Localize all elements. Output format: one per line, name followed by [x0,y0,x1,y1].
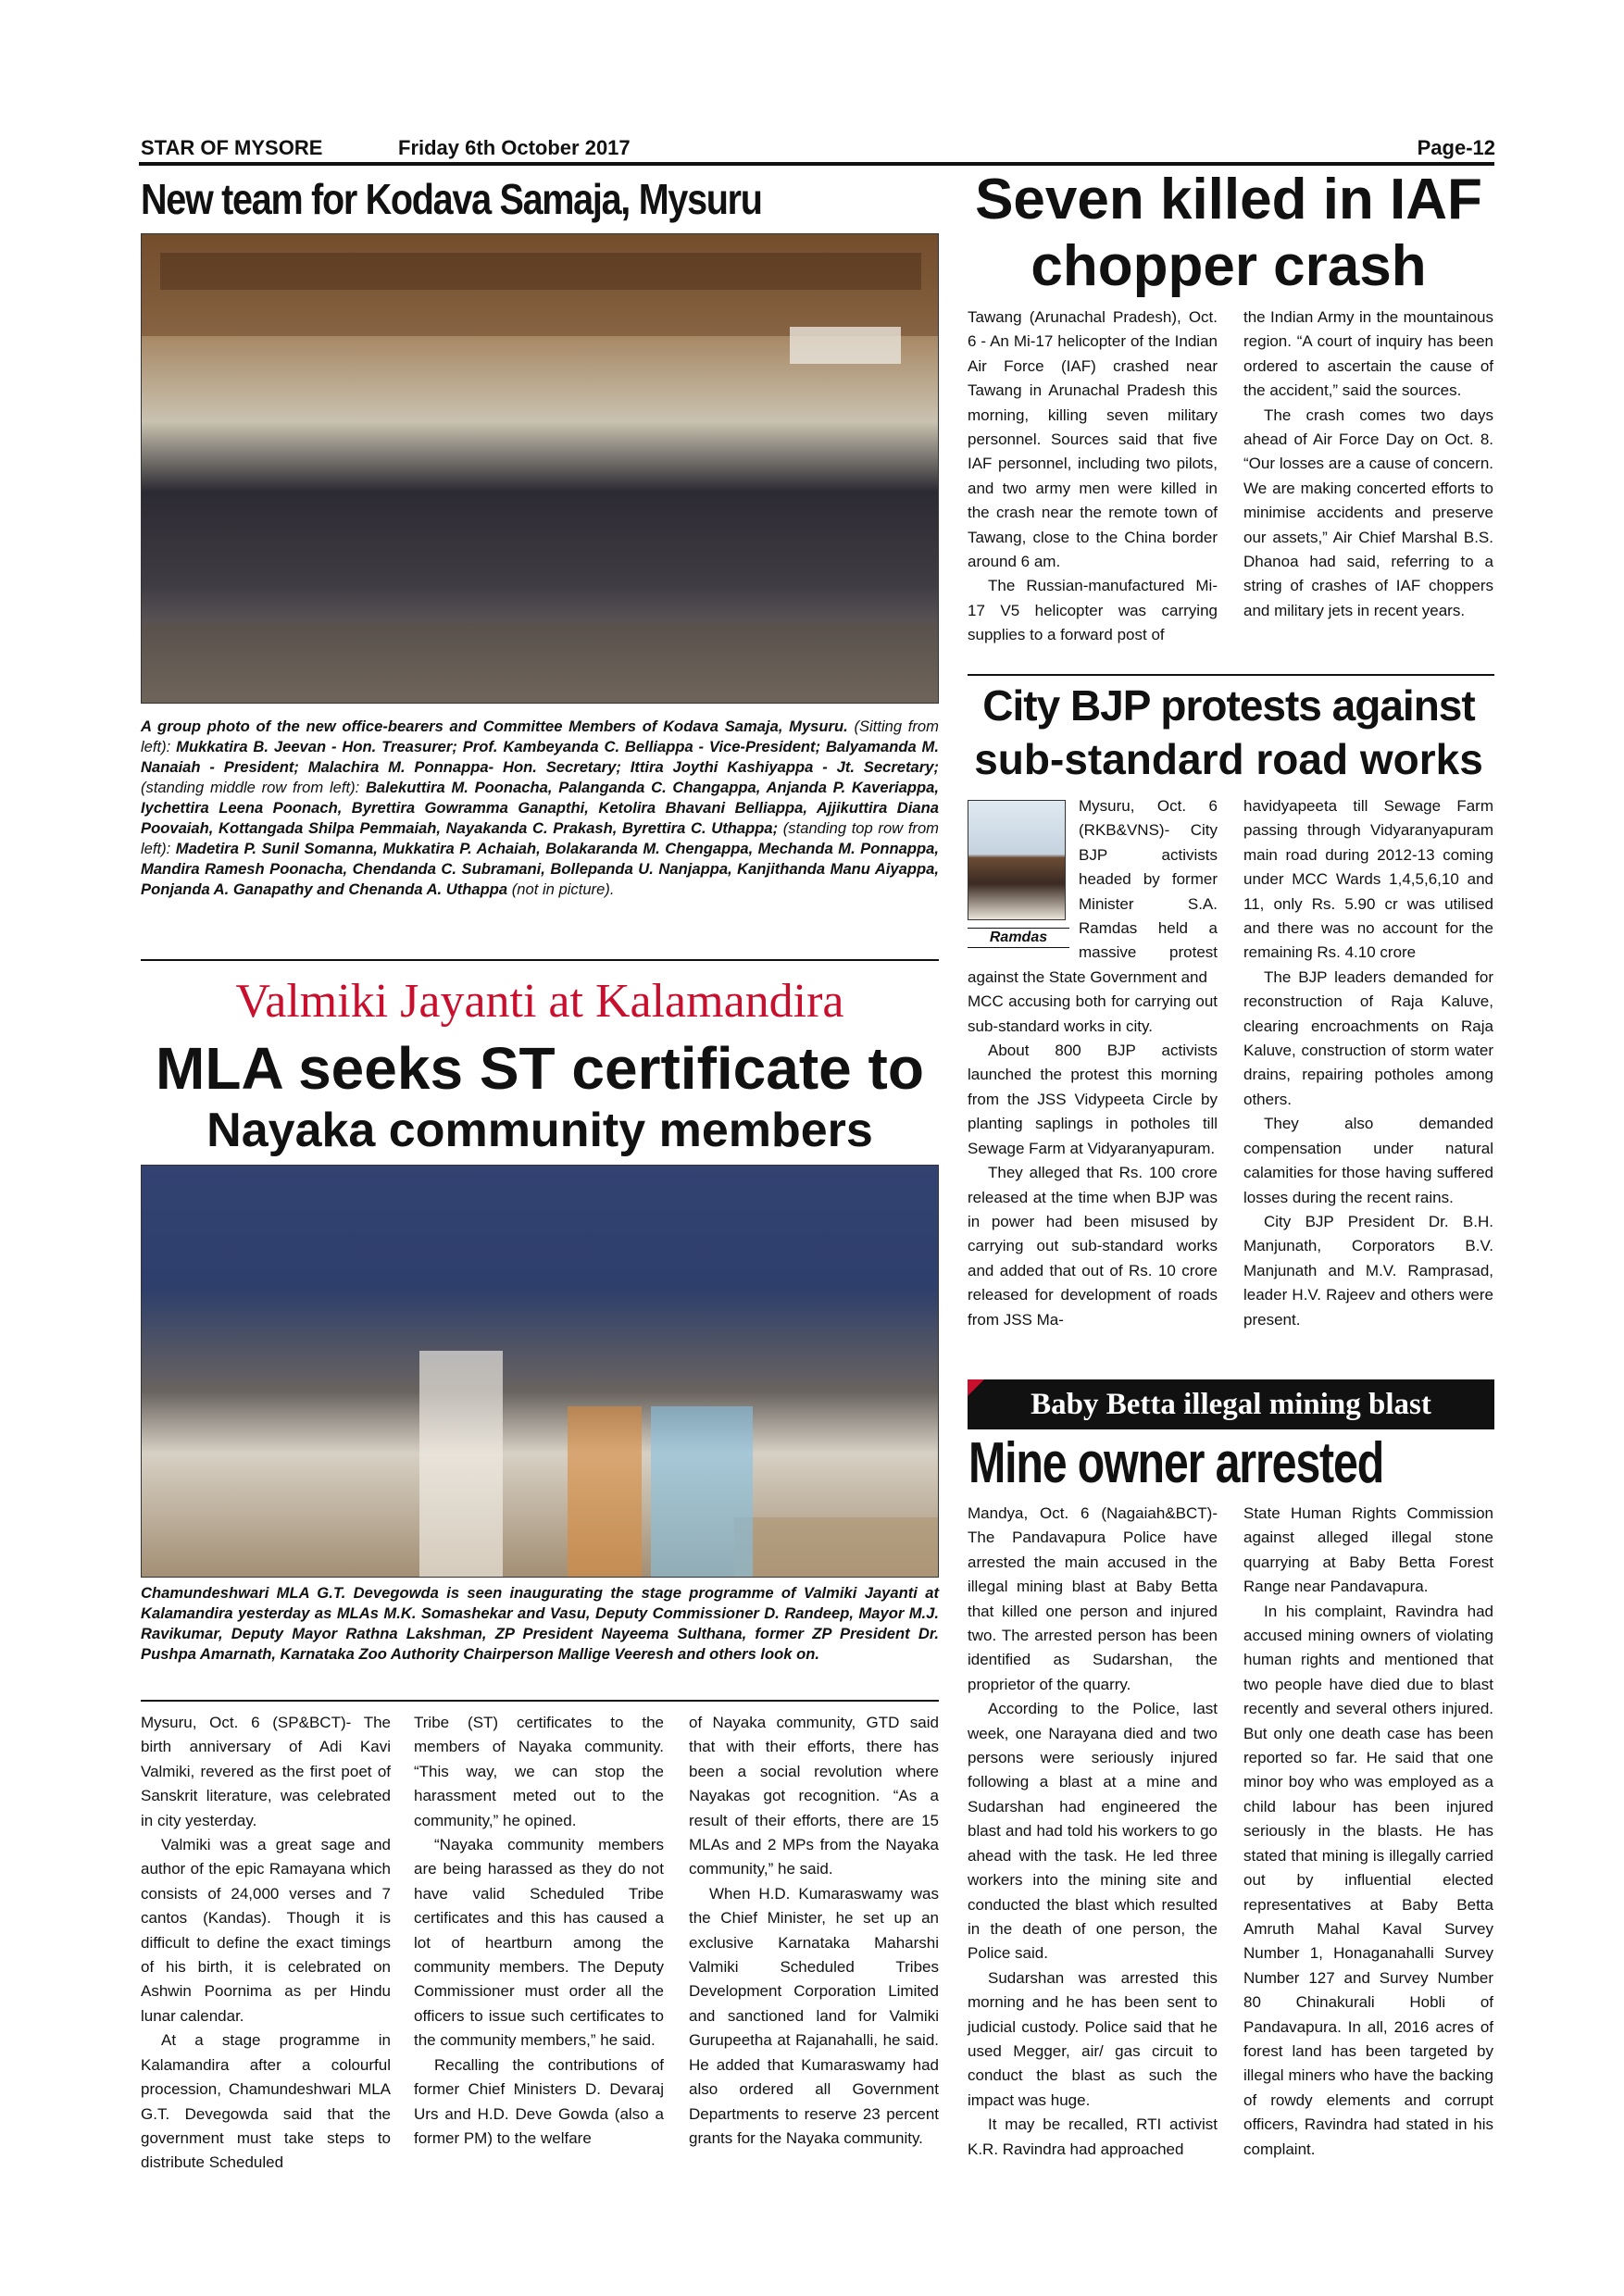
valmiki-col2-p1: “Nayaka community members are being harassed as they do not have valid Scheduled Tribe certificates and this has caused a lot of heartburn among the community members. The Deputy Commissioner must order all the officers to issue such certificates to the community members,” he said. [414,1836,664,2050]
iaf-col2-p0: the Indian Army in the mountainous region. “A court of inquiry has been ordered to ascertain the cause of the accident,” said the sources. [1243,308,1493,400]
valmiki-col1-p2: At a stage programme in Kalamandira after a colourful procession, Chamundeshwari MLA G.T. Devegowda said that the government must take steps to distribute Scheduled [141,2031,391,2172]
masthead-date: Friday 6th October 2017 [398,136,631,159]
bjp-mugshot [968,800,1066,920]
mine-headline: Mine owner arrested [968,1431,1384,1495]
bjp-col2-p3: City BJP President Dr. B.H. Manjunath, Corporators B.V. Manjunath and M.V. Ramprasad, leader H.V. Rajeev and others were present. [1243,1212,1493,1329]
kodava-caption-lead: A group photo of the new office-bearers and Committee Members of Kodava Samaja, Mysuru. [141,718,848,735]
divider-valmiki [141,1700,939,1702]
valmiki-photo-figures [142,1166,939,1578]
masthead-paper: STAR OF MYSORE [141,136,323,159]
valmiki-col-2 [414,1711,664,2151]
iaf-col2-p1: The crash comes two days ahead of Air Force Day on Oct. 8. “Our losses are a cause of concern. We are making concerted efforts to minimise accidents and preserve our assets,” Air Chief Marshal B.S. Dhanoa had said, referring to a string of crashes of IAF choppers and military jets in recent years. [1243,406,1493,619]
iaf-col-1 [968,306,1218,648]
divider-iaf [968,674,1494,676]
masthead-page: Page-12 [1417,136,1495,159]
valmiki-kicker: Valmiki Jayanti at Kalamandira [235,975,844,1028]
valmiki-col-3 [689,1711,939,2151]
mine-col1-p2: Sudarshan was arrested this morning and he has been sent to judicial custody. Police said that he used Megger, air/ gas circuit to conduct the blast as such the impact was huge. [968,1968,1218,2109]
valmiki-col1-p0: Mysuru, Oct. 6 (SP&BCT)- The birth anniversary of Adi Kavi Valmiki, revered as the first poet of Sanskrit literature, was celebrated in city yesterday. [141,1714,391,1829]
kodava-caption-p1: Mukkatira B. Jeevan - Hon. Treasurer; Prof. Kambeyanda C. Belliappa - Vice-President; Balyamanda M. Nanaiah - President; Malachira M. Ponnappa- Hon. Secretary; Ittira Joythi Kashiyappa - Jt. Secretary; [141,738,939,776]
kodava-caption-p6: (not in picture). [507,880,615,898]
masthead-rule [139,162,1494,166]
valmiki-col2-p0: Tribe (ST) certificates to the members of Nayaka community. “This way, we can stop the harassment meted out to the community,” he opined. [414,1714,664,1829]
bjp-col2-p1: The BJP leaders demanded for reconstruction of Raja Kaluve, clearing encroachments on Raja Kaluve, construction of storm water drains, repairing potholes among others. [1243,967,1493,1108]
bjp-col2-p2: They also demanded compensation under natural calamities for those having suffered losses during the recent rains. [1243,1115,1493,1206]
valmiki-stage-photo [141,1165,939,1578]
mine-col2-p0: State Human Rights Commission against alleged illegal stone quarrying at Baby Betta Forest Range near Pandavapura. [1243,1504,1493,1596]
mine-col1-p0: Mandya, Oct. 6 (Nagaiah&BCT)- The Pandavapura Police have arrested the main accused in the illegal mining blast at Baby Betta that killed one person and injured two. The arrested person has been identified as Sudarshan, the proprietor of the quarry. [968,1504,1218,1693]
mine-col1-p1: According to the Police, last week, one Narayana died and two persons were seriously injured following a blast at a mine and Sudarshan had engineered the blast and had told his workers to go ahead with the task. He led three workers into the mining site and conducted the blast which resulted in the death of one person, the Police said. [968,1700,1218,1963]
iaf-col1-p1: The Russian-manufactured Mi-17 V5 helicopter was carrying supplies to a forward post of [968,577,1218,644]
kodava-caption-p2: (standing middle row from left): [141,779,366,796]
valmiki-col-1 [141,1711,391,2176]
valmiki-col2-p2: Recalling the contributions of former Chief Ministers D. Devaraj Urs and H.D. Deve Gowda (also a former PM) to the welfare [414,2055,664,2147]
mine-band-text: Baby Betta illegal mining blast [1031,1388,1431,1421]
bjp-headline-1: City BJP protests against [982,681,1475,730]
valmiki-col3-p0: of Nayaka community, GTD said that with their efforts, there has been a social revolution where Nayakas got recognition. “As a result of their efforts, there are 15 MLAs and 2 MPs from the Nayaka community,” he said. [689,1714,939,1878]
kodava-caption-p3: Balekuttira M. Poonacha, Palanganda C. Changappa, Anjanda P. Kaveriappa, Iychettira Leena Poonach, Byrettira Gowramma Ganapthi, Ketolira Bhavani Belliappa, Ajjikuttira Diana Poovaiah, Kottangada Shilpa Pemmaiah, Nayakanda C. Prakash, Byrettira C. Uthappa; [141,779,939,837]
iaf-headline-2: chopper crash [1031,234,1427,298]
iaf-col-2 [1243,306,1493,623]
bjp-col2-p0: havidyapeeta till Sewage Farm passing through Vidyaranyapuram main road during 2012-13 coming under MCC Wards 1,4,5,6,10 and 11, only Rs. 5.90 cr was utilised and there was no account for the remaining Rs. 4.10 crore [1243,797,1493,962]
bjp-col1-p2: They alleged that Rs. 100 crore released at the time when BJP was in power had been misused by carrying out sub-standard works and added that out of Rs. 10 crore released for development of roads from JSS Ma- [968,1164,1218,1329]
mine-col-1 [968,1502,1218,2162]
bjp-col1-p1: About 800 BJP activists launched the protest this morning from the JSS Vidypeeta Circle by planting saplings in potholes till Sewage Farm at Vidyaranyapuram. [968,1042,1218,1157]
kodava-caption-p0: (Sitting from left): [141,718,939,755]
mine-band-corner [968,1379,984,1396]
kodava-caption [141,717,939,900]
divider-kodava [141,959,939,961]
valmiki-col3-p1: When H.D. Kumaraswamy was the Chief Minister, he set up an exclusive Karnataka Maharshi Valmiki Scheduled Tribes Development Corporation Limited and sanctioned land for Valmiki Gurupeetha at Rajanahalli, he said. He added that Kumaraswamy had also ordered all Government Departments to reserve 23 percent grants for the Nayaka community. [689,1884,939,2147]
mine-col2-p1: In his complaint, Ravindra had accused mining owners of violating human rights and mentioned that two people have died due to blast recently and several others injured. But only one death case has been reported so far. He said that one minor boy who was employed as a child labour has been injured seriously in the blasts. He has stated that mining is illegally carried out by influential elected representatives at Baby Betta Amruth Mahal Kaval Survey Number 1, Honaganahalli Survey Number 127 and Survey Number 80 Chinakurali Hobli of Pandavapura. In all, 2016 acres of forest land has been targeted by illegal miners who have the backing of rowdy elements and corrupt officers, Ravindra had stated in his complaint. [1243,1602,1493,2158]
bjp-col-1 [968,794,1218,1332]
bjp-headline-2: sub-standard road works [974,735,1483,783]
mine-band [968,1379,1494,1429]
iaf-col1-p0: Tawang (Arunachal Pradesh), Oct. 6 - An Mi-17 helicopter of the Indian Air Force (IAF) crashed near Tawang in Arunachal Pradesh this morning, killing seven military personnel. Sources said that five IAF personnel, including two pilots, and two army men were killed in the crash near the remote town of Tawang, close to the China border around 6 am. [968,308,1218,571]
kodava-caption-p4: (standing top row from left): [141,819,940,857]
kodava-headline: New team for Kodava Samaja, Mysuru [141,175,762,223]
bjp-mugshot-caption: Ramdas [968,928,1069,948]
kodava-caption-p5: Madetira P. Sunil Somanna, Mukkatira P. Achaiah, Bolakaranda M. Chengappa, Mechanda M. Ponnappa, Mandira Ramesh Poonacha, Chendanda C. Subramani, Bollepanda U. Nanjappa, Kanjithanda Manu Aiyappa, Ponjanda A. Ganapathy and Chenanda A. Uthappa [141,840,939,898]
mine-col-2 [1243,1502,1493,2162]
bjp-col-2 [1243,794,1493,1332]
kodava-photo-figures [142,234,939,704]
valmiki-caption: Chamundeshwari MLA G.T. Devegowda is seen inaugurating the stage programme of Valmiki Jayanti at Kalamandira yesterday as MLAs M.K. Somashekar and Vasu, Deputy Commissioner D. Randeep, Mayor M.J. Ravikumar, Deputy Mayor Rathna Lakshman, ZP President Nayeema Sulthana, former ZP President Dr. Pushpa Amarnath, Karnataka Zoo Authority Chairperson Mallige Veeresh and others look on. [141,1584,939,1663]
bjp-mugshot-wrap [968,800,1069,948]
valmiki-headline-1: MLA seeks ST certificate to [156,1035,924,1102]
mine-col1-p3: It may be recalled, RTI activist K.R. Ravindra had approached [968,2115,1218,2158]
valmiki-headline-2: Nayaka community members [206,1104,873,1157]
bjp-col1-p0: MCC accusing both for carrying out sub-standard works in city. [968,992,1218,1035]
iaf-headline-1: Seven killed in IAF [975,168,1482,231]
kodava-group-photo [141,233,939,704]
valmiki-col1-p1: Valmiki was a great sage and author of the epic Ramayana which consists of 24,000 verses and 7 cantos (Kandas). Though it is difficult to define the exact timings of his birth, it is celebrated on Ashwin Poornima as per Hindu lunar calendar. [141,1836,391,2025]
bjp-col1-intro: Mysuru, Oct. 6 (RKB&VNS)- City BJP activists headed by former Minister S.A. Ramdas held a massive protest against the State Government and [968,797,1218,986]
